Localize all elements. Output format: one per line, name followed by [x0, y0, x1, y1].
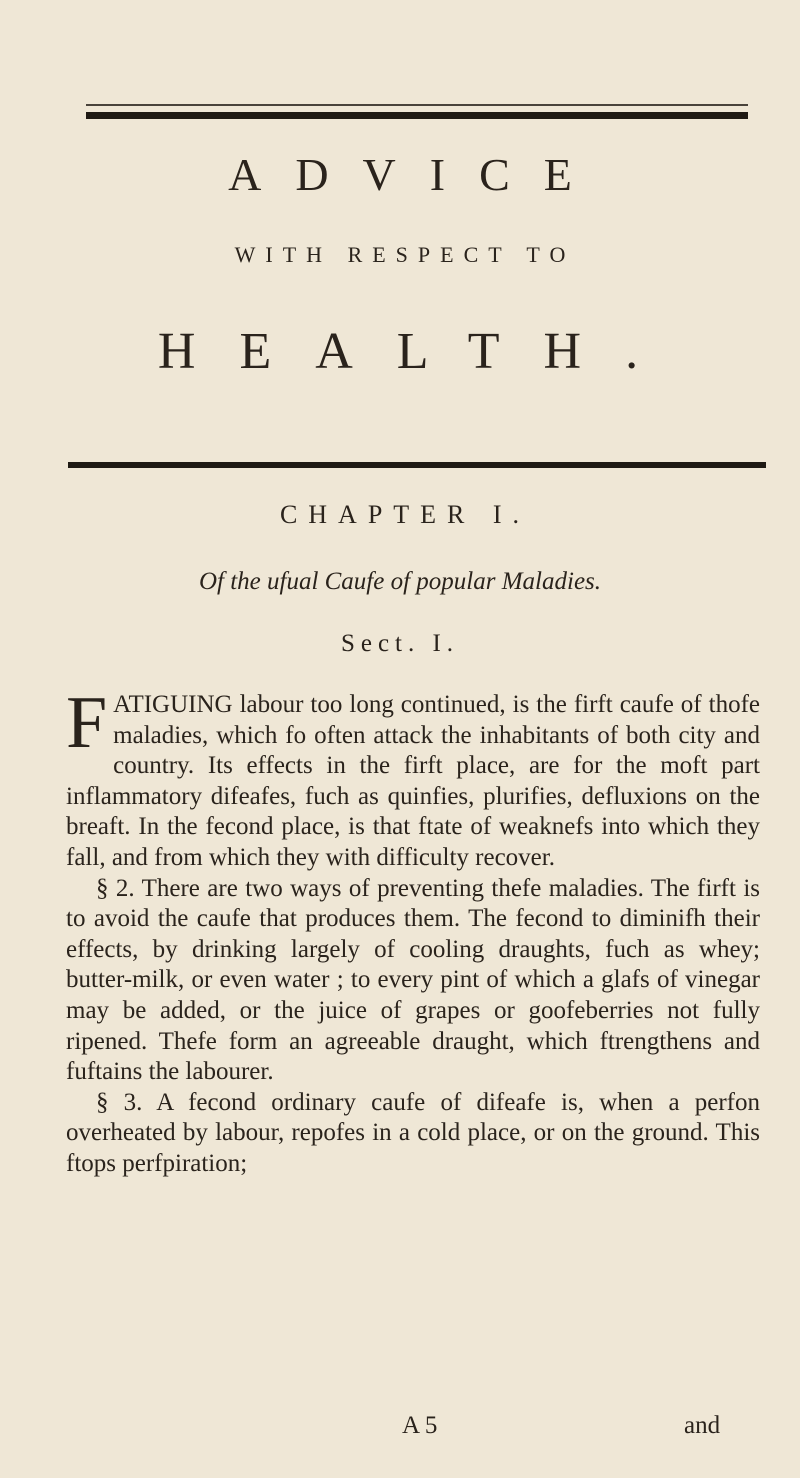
- section-heading: Sect. I.: [340, 630, 460, 657]
- chapter-heading: CHAPTER I.: [279, 500, 531, 529]
- catchword: and: [684, 1412, 721, 1439]
- drop-cap: F: [66, 682, 108, 764]
- top-thin-rule: [86, 104, 748, 106]
- paragraph-3: § 3. A fecond ordinary caufe of difeafe is, when a perfon overheated by labour, repofes in a cold place, or on the ground. This ftops perfpiration;: [66, 1088, 760, 1177]
- title-advice: ADVICE: [228, 149, 606, 200]
- paragraph-2: § 2. There are two ways of preventing thefe maladies. The firft is to avoid the caufe that produces them. The fecond to diminifh their effects, by drinking largely of cooling draughts, fuch as whey; butter-milk, or even water ; to every pint of which a glafs of vinegar may be added, or the juice of grapes or goofeberries not fully ripened. Thefe form an agreeable draught, which ftrengthens and fuftains the labourer.: [66, 874, 760, 1086]
- title-with-respect-to: WITH RESPECT TO: [234, 242, 576, 267]
- chapter-subtitle: Of the ufual Caufe of popular Maladies.: [198, 568, 602, 595]
- paragraph-1-text: ATIGUING labour too long continued, is the firft caufe of thofe maladies, which fo often attack the inhabitants of both city and country. Its effects in the firft place, are for the moft part inflammatory difeafes, fuch as quinfies, plurifies, defluxions on the breaft. In the fecond place, is that ftate of weaknefs into which they fall, and from which they with difficulty recover.: [66, 691, 760, 871]
- body-text: [66, 682, 760, 1180]
- chapter-rule: [68, 462, 766, 468]
- top-rule: [86, 112, 748, 119]
- title-health: HEALTH.: [157, 323, 683, 380]
- signature-mark: A 5: [402, 1412, 438, 1439]
- paragraph-1: [66, 682, 760, 874]
